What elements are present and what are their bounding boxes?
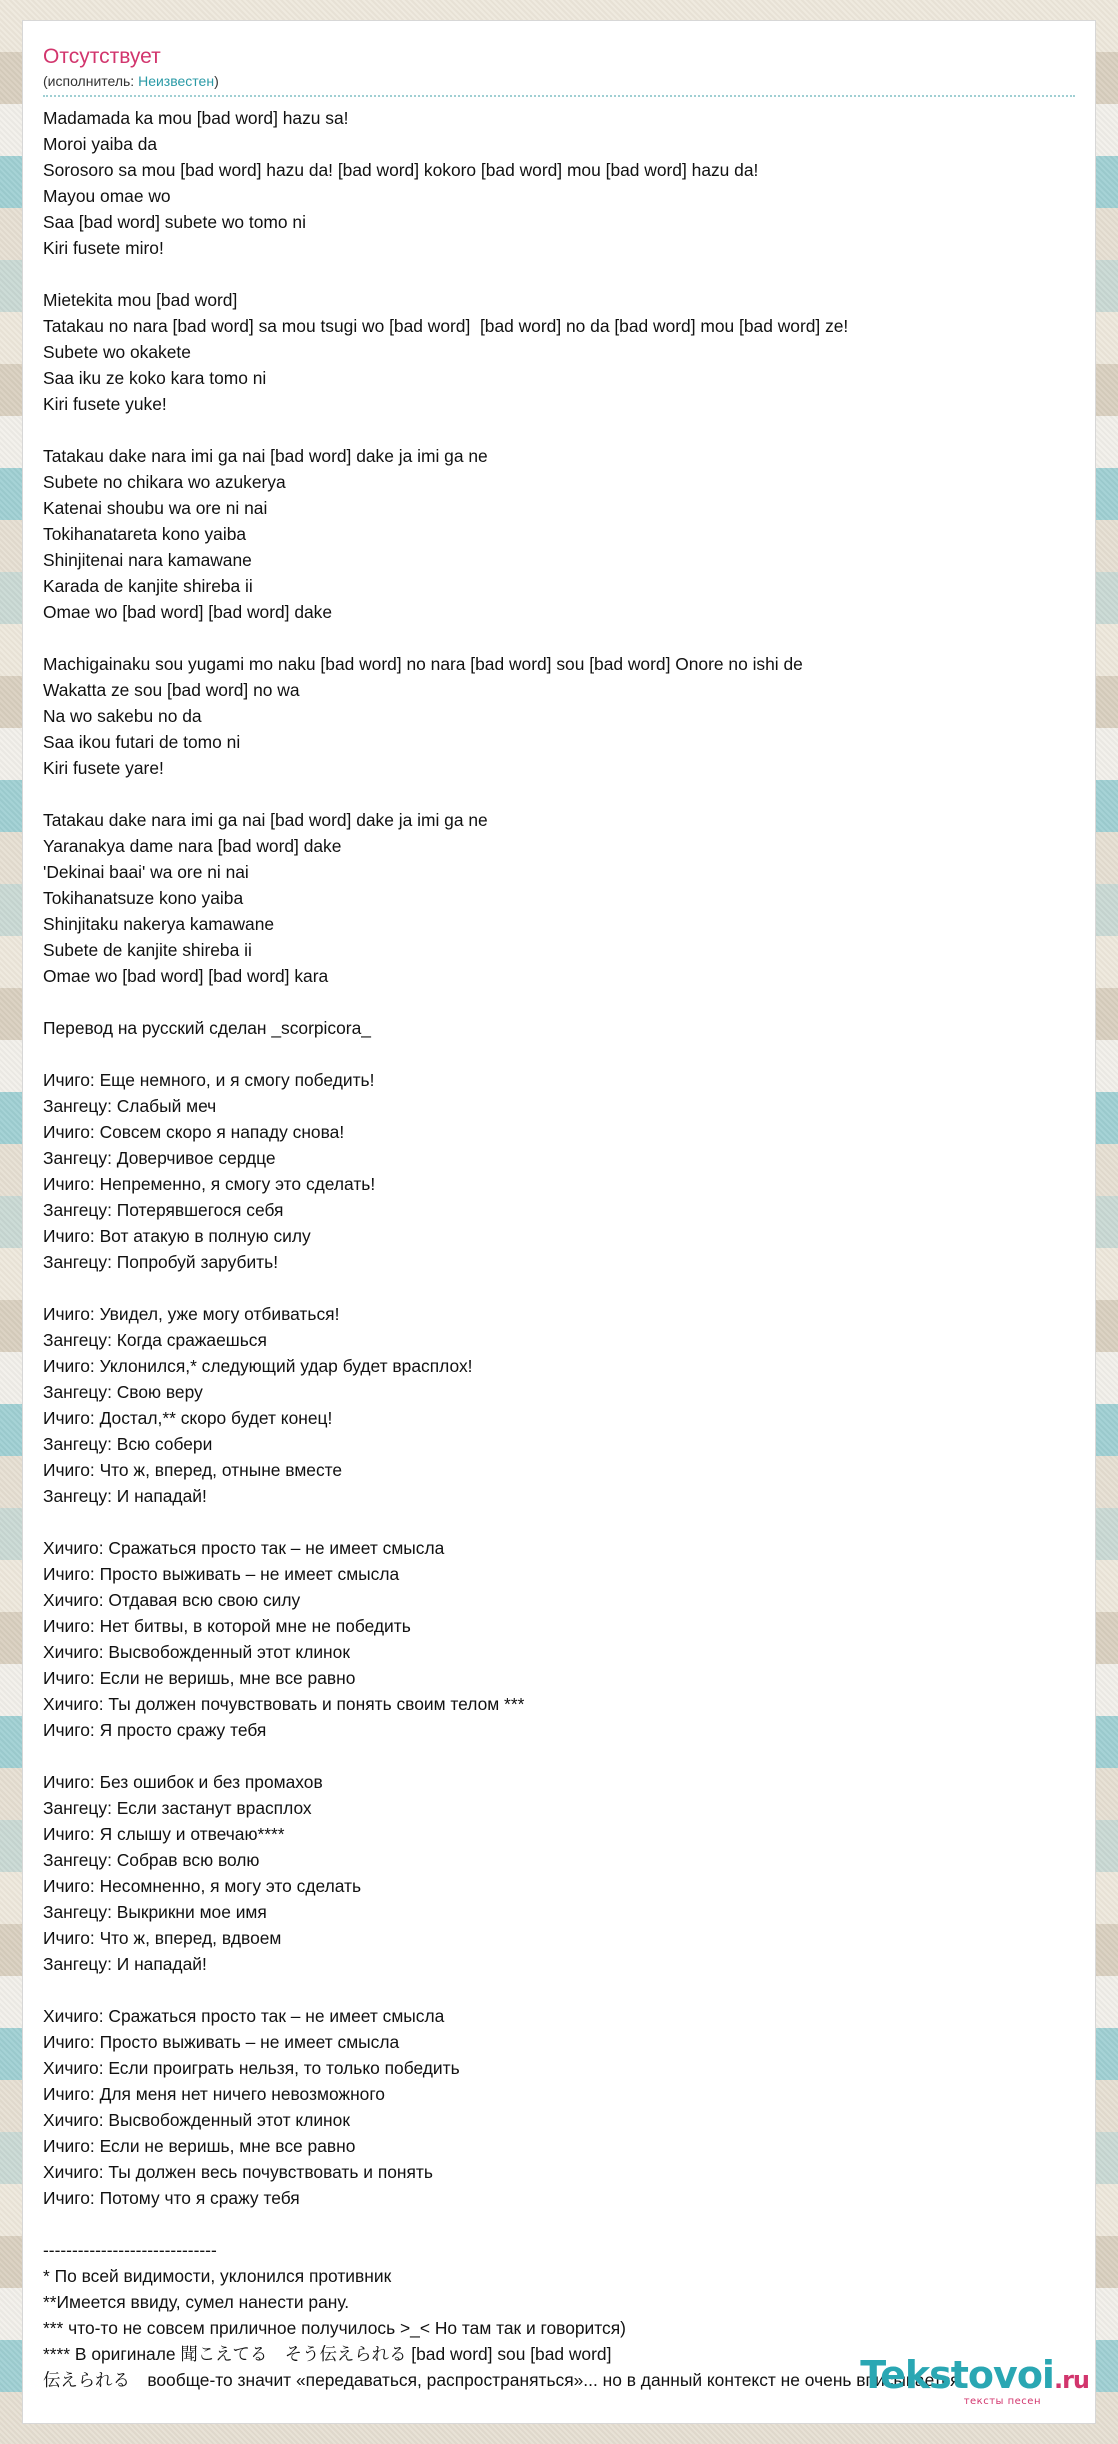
blank-line bbox=[43, 989, 1075, 1015]
lyric-line: Ичиго: Потому что я сражу тебя bbox=[43, 2188, 300, 2208]
lyric-line: Mayou omae wo bbox=[43, 186, 171, 206]
blank-line bbox=[43, 417, 1075, 443]
lyric-line: Na wo sakebu no da bbox=[43, 706, 202, 726]
lyric-line: Хичиго: Высвобожденный этот клинок bbox=[43, 2110, 350, 2130]
lyric-line: Зангецу: Выкрикни мое имя bbox=[43, 1902, 267, 1922]
lyric-line: Ичиго: Несомненно, я могу это сделать bbox=[43, 1876, 362, 1896]
lyric-line: Tatakau dake nara imi ga nai [bad word] dake ja imi ga ne bbox=[43, 810, 488, 830]
lyric-line: Ичиго: Что ж, вперед, отныне вместе bbox=[43, 1460, 343, 1480]
lyric-line: Omae wo [bad word] [bad word] dake bbox=[43, 602, 333, 622]
lyric-line: Yaranakya dame nara [bad word] dake bbox=[43, 836, 342, 856]
lyric-line: Saa iku ze koko kara tomo ni bbox=[43, 368, 267, 388]
lyric-line: 'Dekinai baai' wa ore ni nai bbox=[43, 862, 249, 882]
lyric-line: *** что-то не совсем приличное получилось >_< Но там так и говорится) bbox=[43, 2318, 626, 2338]
lyric-line: Зангецу: Попробуй зарубить! bbox=[43, 1252, 279, 1272]
lyric-line: Kiri fusete yare! bbox=[43, 758, 164, 778]
lyric-line: Ичиго: Просто выживать – не имеет смысла bbox=[43, 2032, 400, 2052]
lyric-line: Хичиго: Отдавая всю свою силу bbox=[43, 1590, 301, 1610]
lyric-line: Kiri fusete miro! bbox=[43, 238, 164, 258]
lyric-line: Tatakau no nara [bad word] sa mou tsugi wo [bad word] [bad word] no da [bad word] mou [bad word] ze! bbox=[43, 316, 849, 336]
lyric-line: Зангецу: И нападай! bbox=[43, 1954, 207, 1974]
lyric-line: Machigainaku sou yugami mo naku [bad word] no nara [bad word] sou [bad word] Onore no ishi de bbox=[43, 654, 803, 674]
lyric-line: Katenai shoubu wa ore ni nai bbox=[43, 498, 268, 518]
artist-line bbox=[43, 71, 1075, 91]
lyric-line: Ичиго: Просто выживать – не имеет смысла bbox=[43, 1564, 400, 1584]
lyric-line: Ичиго: Вот атакую в полную силу bbox=[43, 1226, 311, 1246]
lyric-line: Kiri fusete yuke! bbox=[43, 394, 167, 414]
lyric-line: **** В оригинале 聞こえてる そう伝えられる [bad word] sou [bad word] bbox=[43, 2344, 612, 2364]
blank-line bbox=[43, 1509, 1075, 1535]
lyrics-text bbox=[23, 97, 1095, 2393]
artist-prefix: (исполнитель: bbox=[43, 73, 139, 89]
blank-line bbox=[43, 625, 1075, 651]
song-title: Отсутствует bbox=[43, 45, 161, 68]
lyric-line: Saa ikou futari de tomo ni bbox=[43, 732, 241, 752]
logo-tld: .ru bbox=[1053, 2366, 1089, 2394]
lyric-line: Ичиго: Для меня нет ничего невозможного bbox=[43, 2084, 385, 2104]
lyric-line: Madamada ka mou [bad word] hazu sa! bbox=[43, 108, 349, 128]
lyric-line: Sorosoro sa mou [bad word] hazu da! [bad word] kokoro [bad word] mou [bad word] hazu da! bbox=[43, 160, 759, 180]
lyric-line: Subete de kanjite shireba ii bbox=[43, 940, 252, 960]
lyric-line: Перевод на русский сделан _scorpicora_ bbox=[43, 1018, 371, 1038]
lyric-line: Зангецу: И нападай! bbox=[43, 1486, 207, 1506]
lyric-line: Saa [bad word] subete wo tomo ni bbox=[43, 212, 306, 232]
lyric-line: * По всей видимости, уклонился противник bbox=[43, 2266, 392, 2286]
tekstovoi-logo[interactable] bbox=[860, 2355, 1089, 2407]
lyric-line: ------------------------------ bbox=[43, 2240, 217, 2260]
lyric-line: Ичиго: Что ж, вперед, вдвоем bbox=[43, 1928, 282, 1948]
lyric-line: Зангецу: Свою веру bbox=[43, 1382, 203, 1402]
lyric-line: Tatakau dake nara imi ga nai [bad word] dake ja imi ga ne bbox=[43, 446, 488, 466]
lyric-line: Ичиго: Без ошибок и без промахов bbox=[43, 1772, 323, 1792]
lyric-line: Хичиго: Ты должен почувствовать и понять своим телом *** bbox=[43, 1694, 525, 1714]
logo-tagline: тексты песен bbox=[963, 2396, 1041, 2407]
lyric-line: Tokihanatsuze kono yaiba bbox=[43, 888, 244, 908]
lyric-line: Зангецу: Слабый меч bbox=[43, 1096, 217, 1116]
lyric-line: Ичиго: Я слышу и отвечаю**** bbox=[43, 1824, 285, 1844]
lyric-line: Хичиго: Если проиграть нельзя, то только победить bbox=[43, 2058, 460, 2078]
lyric-line: Moroi yaiba da bbox=[43, 134, 158, 154]
lyric-line: Subete wo okakete bbox=[43, 342, 191, 362]
blank-line bbox=[43, 1743, 1075, 1769]
blank-line bbox=[43, 2211, 1075, 2237]
lyric-line: Ичиго: Уклонился,* следующий удар будет врасплох! bbox=[43, 1356, 473, 1376]
lyric-line: Wakatta ze sou [bad word] no wa bbox=[43, 680, 300, 700]
lyric-line: Subete no chikara wo azukerya bbox=[43, 472, 286, 492]
lyric-line: **Имеется ввиду, сумел нанести рану. bbox=[43, 2292, 350, 2312]
lyric-line: Хичиго: Сражаться просто так – не имеет смысла bbox=[43, 2006, 445, 2026]
lyrics-card bbox=[22, 20, 1096, 2424]
lyric-line: Ичиго: Совсем скоро я нападу снова! bbox=[43, 1122, 345, 1142]
lyric-line: Зангецу: Если застанут врасплох bbox=[43, 1798, 312, 1818]
artist-suffix: ) bbox=[214, 73, 219, 89]
lyric-line: Ичиго: Непременно, я смогу это сделать! bbox=[43, 1174, 376, 1194]
blank-line bbox=[43, 781, 1075, 807]
lyric-line: Omae wo [bad word] [bad word] kara bbox=[43, 966, 329, 986]
lyric-line: Mietekita mou [bad word] bbox=[43, 290, 238, 310]
lyric-line: Tokihanatareta kono yaiba bbox=[43, 524, 247, 544]
blank-line bbox=[43, 1977, 1075, 2003]
lyric-line: Karada de kanjite shireba ii bbox=[43, 576, 253, 596]
lyric-line: Shinjitenai nara kamawane bbox=[43, 550, 252, 570]
lyric-line: Ичиго: Еще немного, и я смогу победить! bbox=[43, 1070, 375, 1090]
lyric-line: Хичиго: Высвобожденный этот клинок bbox=[43, 1642, 350, 1662]
lyric-line: Ичиго: Нет битвы, в которой мне не победить bbox=[43, 1616, 411, 1636]
lyric-line: Зангецу: Доверчивое сердце bbox=[43, 1148, 276, 1168]
artist-link[interactable]: Неизвестен bbox=[138, 73, 215, 89]
blank-line bbox=[43, 1041, 1075, 1067]
lyric-line: Зангецу: Потерявшегося себя bbox=[43, 1200, 284, 1220]
lyric-line: Shinjitaku nakerya kamawane bbox=[43, 914, 275, 934]
lyric-line: Хичиго: Сражаться просто так – не имеет смысла bbox=[43, 1538, 445, 1558]
song-header bbox=[23, 21, 1095, 97]
lyric-line: Ичиго: Увидел, уже могу отбиваться! bbox=[43, 1304, 340, 1324]
lyric-line: Ичиго: Достал,** скоро будет конец! bbox=[43, 1408, 333, 1428]
blank-line bbox=[43, 1275, 1075, 1301]
lyric-line: Зангецу: Собрав всю волю bbox=[43, 1850, 260, 1870]
lyric-line: Хичиго: Ты должен весь почувствовать и понять bbox=[43, 2162, 433, 2182]
lyric-line: 伝えられる вообще-то значит «передаваться, распространяться»... но в данный контекст не очень вписывается. bbox=[43, 2370, 965, 2390]
lyric-line: Зангецу: Всю собери bbox=[43, 1434, 213, 1454]
blank-line bbox=[43, 261, 1075, 287]
lyric-line: Ичиго: Если не веришь, мне все равно bbox=[43, 2136, 356, 2156]
logo-main-text: Tekstovoi bbox=[860, 2353, 1054, 2397]
lyric-line: Ичиго: Я просто сражу тебя bbox=[43, 1720, 267, 1740]
lyric-line: Ичиго: Если не веришь, мне все равно bbox=[43, 1668, 356, 1688]
lyric-line: Зангецу: Когда сражаешься bbox=[43, 1330, 267, 1350]
